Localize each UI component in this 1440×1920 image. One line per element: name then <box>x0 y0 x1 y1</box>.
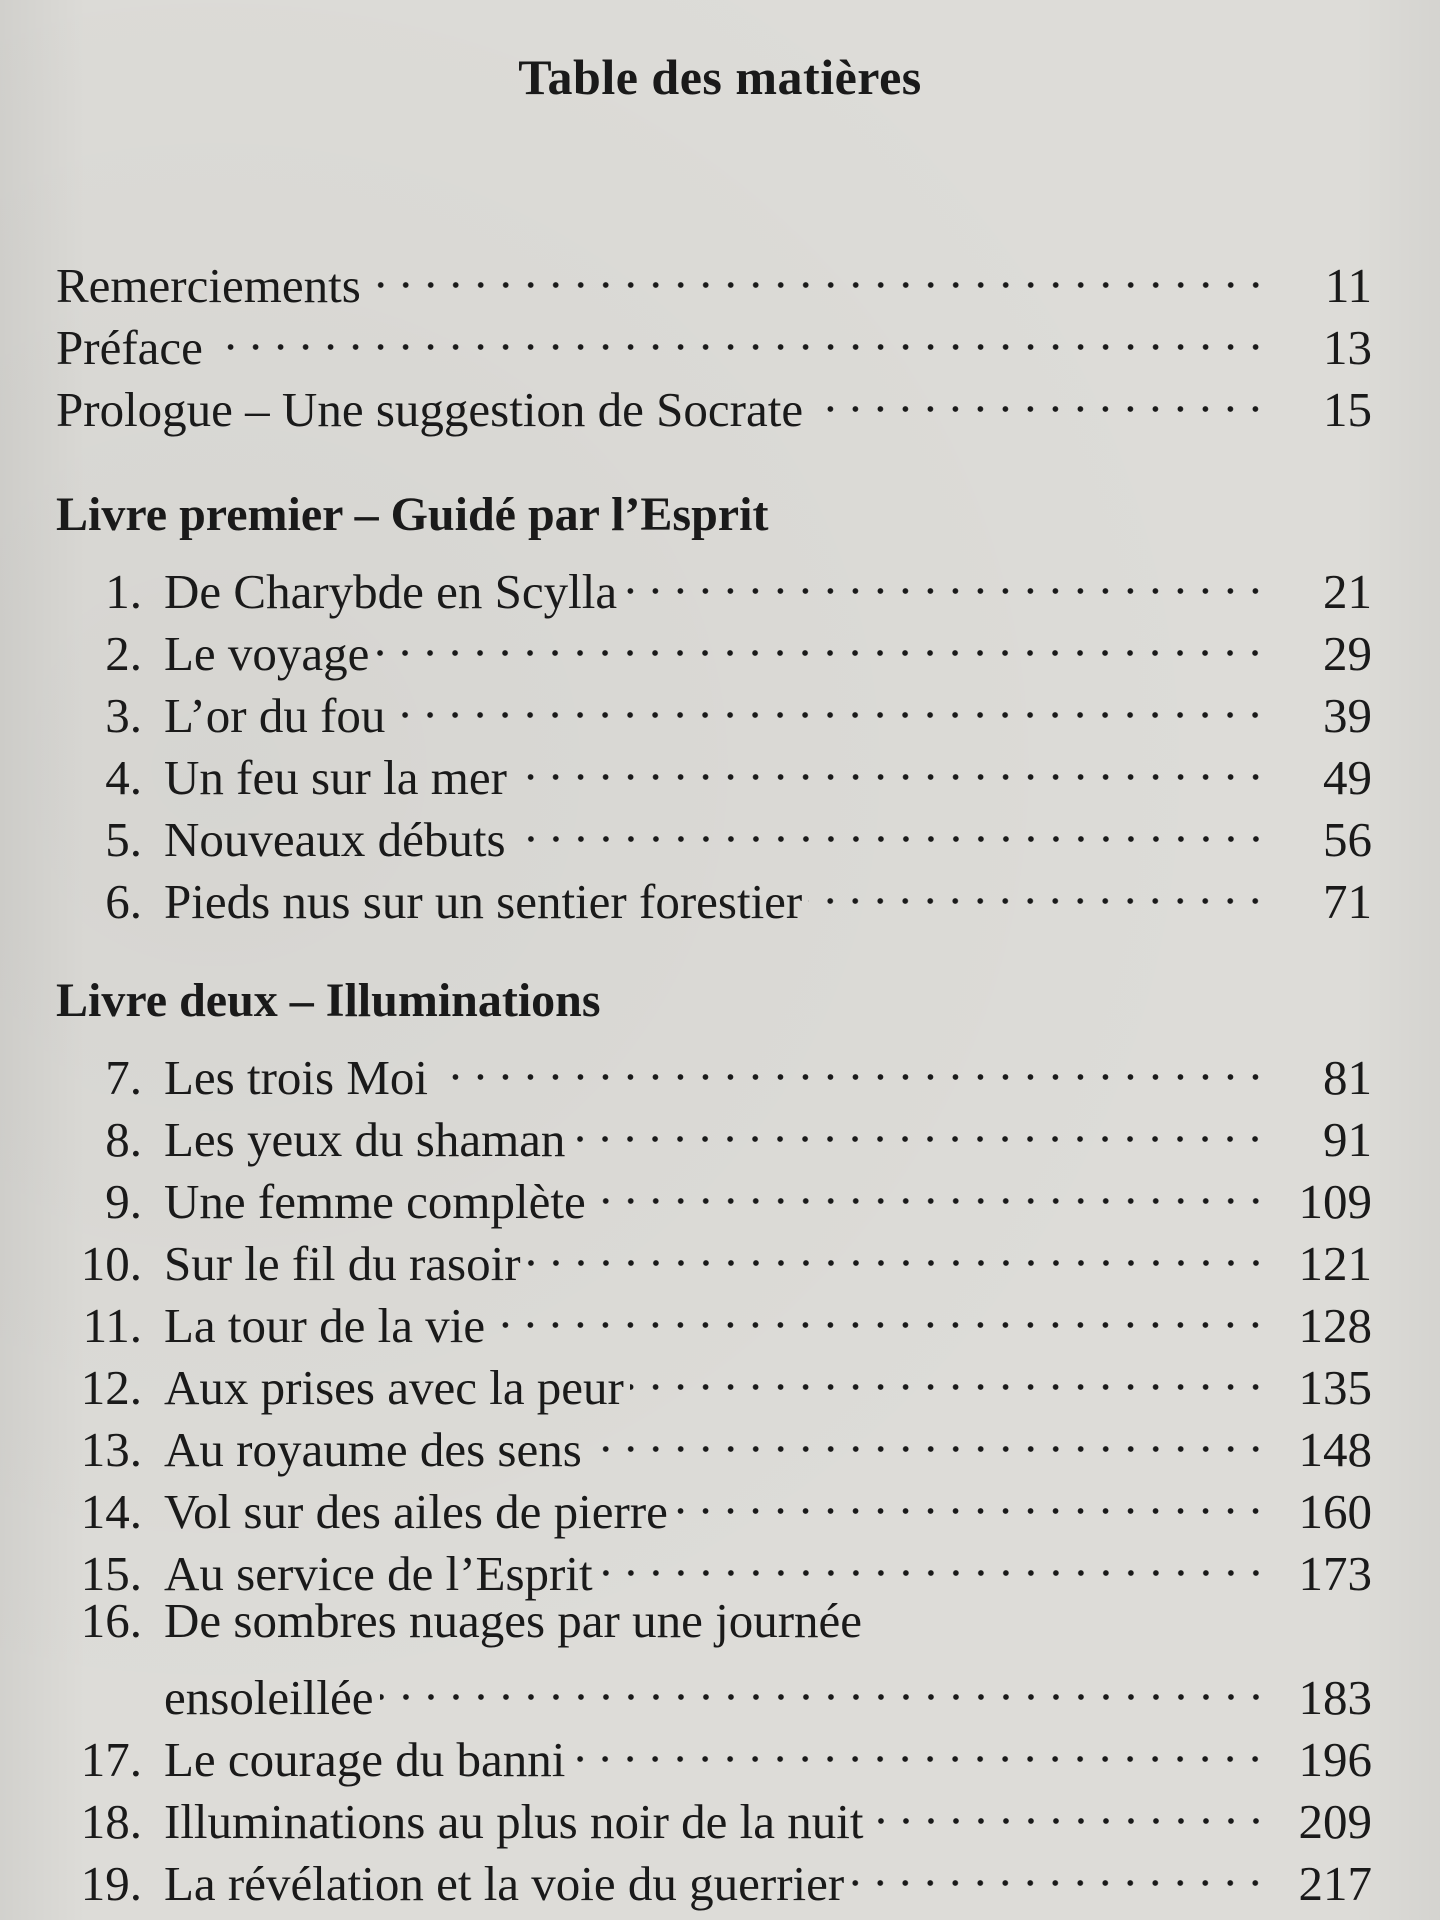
toc-entry-chapter-3[interactable] <box>56 670 1372 743</box>
page-number: 173 <box>1298 1546 1372 1601</box>
page-number: 81 <box>1323 1050 1372 1105</box>
entry-label: Au service de l’Esprit <box>164 1546 593 1601</box>
chapter-number: 15. <box>80 1546 142 1601</box>
page-number: 49 <box>1323 750 1372 805</box>
dot-leader <box>391 670 1268 732</box>
page-number: 11 <box>1324 258 1372 313</box>
page-number: 160 <box>1298 1484 1372 1539</box>
dot-leader <box>630 1342 1268 1404</box>
entry-label: Préface <box>56 320 203 375</box>
dot-leader <box>571 1094 1268 1156</box>
entry-label: Une femme complète <box>164 1174 586 1229</box>
entry-label: Au royaume des sens <box>164 1422 582 1477</box>
toc-entry-chapter-16[interactable] <box>56 1652 1372 1725</box>
entry-label: La révélation et la voie du guerrier <box>164 1856 845 1911</box>
page-number: 217 <box>1298 1856 1372 1911</box>
page-number: 121 <box>1298 1236 1372 1291</box>
toc-entry-chapter-12[interactable] <box>56 1342 1372 1415</box>
entry-label-continued: ensoleillée <box>164 1670 374 1725</box>
chapter-number: 16. <box>80 1593 142 1648</box>
chapter-number: 12. <box>80 1360 142 1415</box>
page-number: 91 <box>1323 1112 1372 1167</box>
dot-leader <box>623 546 1268 608</box>
entry-label: Nouveaux débuts <box>164 812 506 867</box>
dot-leader <box>513 732 1268 794</box>
entry-label: Vol sur des ailes de pierre <box>164 1484 668 1539</box>
entry-label: Remerciements <box>56 258 361 313</box>
page-number: 109 <box>1298 1174 1372 1229</box>
chapter-number: 13. <box>80 1422 142 1477</box>
toc-entry-chapter-5[interactable] <box>56 794 1372 867</box>
dot-leader <box>209 302 1268 364</box>
chapter-number: 3. <box>105 688 142 743</box>
section-heading-livre-deux: Livre deux – Illuminations <box>56 974 601 1027</box>
dot-leader <box>571 1714 1268 1776</box>
chapter-number: 9. <box>105 1174 142 1229</box>
entry-label: La tour de la vie <box>164 1298 486 1353</box>
entry-label: Le voyage <box>164 626 370 681</box>
toc-entry-chapter-8[interactable] <box>56 1094 1372 1167</box>
dot-leader <box>491 1280 1268 1342</box>
dot-leader <box>367 240 1268 302</box>
dot-leader <box>380 1652 1268 1714</box>
chapter-number: 6. <box>105 874 142 929</box>
dot-leader <box>808 856 1268 918</box>
page-number: 15 <box>1323 382 1372 437</box>
entry-label: L’or du fou <box>164 688 386 743</box>
dot-leader <box>870 1776 1268 1838</box>
dot-leader <box>809 364 1268 426</box>
dot-leader <box>527 1218 1268 1280</box>
page-title: Table des matières <box>518 49 922 105</box>
toc-entry-chapter-14[interactable] <box>56 1466 1372 1539</box>
toc-entry-chapter-9[interactable] <box>56 1156 1372 1229</box>
chapter-number: 7. <box>105 1050 142 1105</box>
page-number: 29 <box>1323 626 1372 681</box>
toc-entry-chapter-17[interactable] <box>56 1714 1372 1787</box>
entry-label: Un feu sur la mer <box>164 750 507 805</box>
toc-entry-chapter-18[interactable] <box>56 1776 1372 1849</box>
chapter-number: 4. <box>105 750 142 805</box>
chapter-number: 18. <box>80 1794 142 1849</box>
chapter-number: 10. <box>80 1236 142 1291</box>
entry-label: Les trois Moi <box>164 1050 429 1105</box>
dot-leader <box>434 1032 1268 1094</box>
toc-entry-preface[interactable] <box>56 302 1372 375</box>
page-number: 196 <box>1298 1732 1372 1787</box>
dot-leader <box>674 1466 1268 1528</box>
chapter-number: 17. <box>80 1732 142 1787</box>
dot-leader <box>592 1156 1268 1218</box>
toc-entry-chapter-10[interactable] <box>56 1218 1372 1291</box>
toc-entry-prologue[interactable] <box>56 364 1372 437</box>
toc-entry-remerciements[interactable] <box>56 240 1372 313</box>
toc-entry-chapter-16-first-line[interactable] <box>56 1590 1372 1652</box>
dot-leader <box>512 794 1268 856</box>
entry-label: De Charybde en Scylla <box>164 564 618 619</box>
entry-label: Prologue – Une suggestion de Socrate <box>56 382 804 437</box>
chapter-number: 14. <box>80 1484 142 1539</box>
chapter-number: 8. <box>105 1112 142 1167</box>
entry-label: Les yeux du shaman <box>164 1112 566 1167</box>
toc-entry-chapter-15[interactable] <box>56 1528 1372 1601</box>
chapter-number: 2. <box>105 626 142 681</box>
page-number: 148 <box>1298 1422 1372 1477</box>
page-number: 39 <box>1323 688 1372 743</box>
page-number: 21 <box>1323 564 1372 619</box>
toc-entry-chapter-1[interactable] <box>56 546 1372 619</box>
dot-leader <box>850 1838 1268 1900</box>
entry-label: Aux prises avec la peur <box>164 1360 624 1415</box>
entry-label: Pieds nus sur un sentier forestier <box>164 874 803 929</box>
toc-entry-chapter-6[interactable] <box>56 856 1372 929</box>
entry-label: Illuminations au plus noir de la nuit <box>164 1794 864 1849</box>
page-number: 71 <box>1323 874 1372 929</box>
page-number: 135 <box>1298 1360 1372 1415</box>
page-number: 13 <box>1323 320 1372 375</box>
toc-entry-chapter-13[interactable] <box>56 1404 1372 1477</box>
toc-entry-chapter-19[interactable] <box>56 1838 1372 1911</box>
dot-leader <box>599 1528 1268 1590</box>
page-number: 209 <box>1298 1794 1372 1849</box>
chapter-number: 5. <box>105 812 142 867</box>
chapter-number: 19. <box>80 1856 142 1911</box>
page-number: 183 <box>1298 1670 1372 1725</box>
entry-label: Sur le fil du rasoir <box>164 1236 521 1291</box>
dot-leader <box>375 608 1268 670</box>
toc-entry-chapter-4[interactable] <box>56 732 1372 805</box>
page-number: 56 <box>1323 812 1372 867</box>
entry-label: De sombres nuages par une journée <box>164 1593 863 1648</box>
chapter-number: 11. <box>82 1298 142 1353</box>
entry-label: Le courage du banni <box>164 1732 566 1787</box>
toc-entry-chapter-2[interactable] <box>56 608 1372 681</box>
toc-entry-chapter-7[interactable] <box>56 1032 1372 1105</box>
chapter-number: 1. <box>105 564 142 619</box>
toc-entry-chapter-11[interactable] <box>56 1280 1372 1353</box>
section-heading-livre-premier: Livre premier – Guidé par l’Esprit <box>56 488 769 541</box>
dot-leader <box>588 1404 1268 1466</box>
page-number: 128 <box>1298 1298 1372 1353</box>
